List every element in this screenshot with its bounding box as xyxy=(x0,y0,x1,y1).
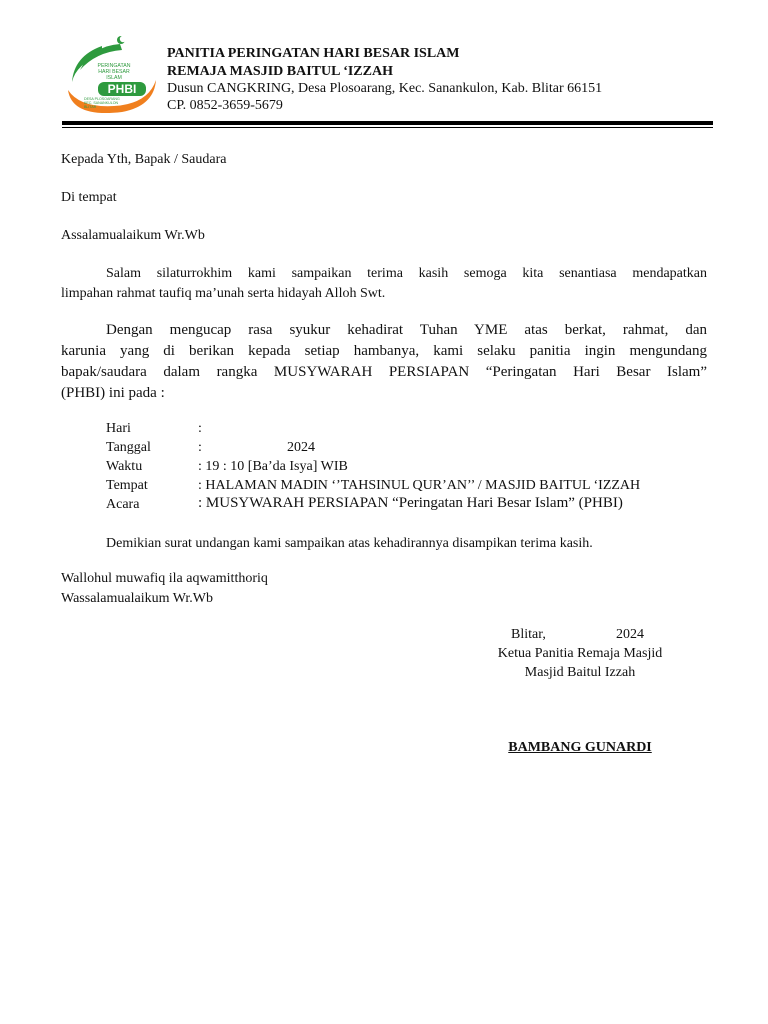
waktu-value: : 19 : 10 [Ba’da Isya] WIB xyxy=(198,459,348,474)
logo-text-main: PHBI xyxy=(107,82,137,96)
signatory-name: BAMBANG GUNARDI xyxy=(508,740,652,755)
signature-city: Blitar, xyxy=(511,627,546,642)
acara-value: : MUSYWARAH PERSIAPAN “Peringatan Hari Besar Islam” (PHBI) xyxy=(198,495,623,511)
signature-title-1: Ketua Panitia Remaja Masjid xyxy=(497,646,663,661)
paragraph-2 xyxy=(61,320,707,404)
logo-text-top: PERINGATAN xyxy=(97,63,131,69)
closing-paragraph: Demikian surat undangan kami sampaikan atas kehadirannya disampikan terima kasih. xyxy=(106,536,593,551)
tanggal-colon: : xyxy=(198,440,202,455)
svg-text:KEC. SANANKULON: KEC. SANANKULON xyxy=(84,101,119,105)
paragraph-2-line: (PHBI) ini pada : xyxy=(61,385,165,401)
org-address: Dusun CANGKRING, Desa Plosoarang, Kec. Sanankulon, Kab. Blitar 66151 xyxy=(167,81,603,96)
tanggal-year: 2024 xyxy=(287,440,315,455)
paragraph-2-line: Dengan mengucap rasa syukur kehadirat Tuhan YME atas berkat, rahmat, dan xyxy=(106,322,707,338)
signature-year: 2024 xyxy=(616,627,644,642)
paragraph-1 xyxy=(61,264,707,304)
hari-label: Hari xyxy=(106,421,131,436)
waktu-label: Waktu xyxy=(106,459,143,474)
signature-title-2: Masjid Baitul Izzah xyxy=(524,665,636,680)
svg-text:ISLAM: ISLAM xyxy=(106,75,122,81)
header-rule-thick xyxy=(62,121,713,125)
hari-value: : xyxy=(198,421,202,436)
paragraph-2-line: bapak/saudara dalam rangka MUSYWARAH PERSIAPAN “Peringatan Hari Besar Islam” xyxy=(61,364,707,380)
tempat-value: : HALAMAN MADIN ‘’TAHSINUL QUR’AN’’ / MASJID BAITUL ‘IZZAH xyxy=(198,478,641,493)
tempat-label: Tempat xyxy=(106,478,148,493)
org-name-line1: PANITIA PERINGATAN HARI BESAR ISLAM xyxy=(167,46,460,61)
header-rule-thin xyxy=(62,127,713,128)
paragraph-2-line: karunia yang di berikan kepada setiap hambanya, kami selaku panitia ingin mengundang xyxy=(61,343,707,359)
org-phone: CP. 0852-3659-5679 xyxy=(167,98,283,113)
svg-text:BLITAR: BLITAR xyxy=(84,105,97,109)
acara-label: Acara xyxy=(106,497,140,512)
org-name-line2: REMAJA MASJID BAITUL ‘IZZAH xyxy=(167,64,393,79)
recipient: Kepada Yth, Bapak / Saudara xyxy=(61,152,227,167)
phbi-logo xyxy=(62,34,160,120)
svg-text:HARI BESAR: HARI BESAR xyxy=(98,69,130,75)
place: Di tempat xyxy=(61,190,117,205)
closing-line-2: Wassalamualaikum Wr.Wb xyxy=(61,591,214,606)
svg-text:DESA PLOSOARANG: DESA PLOSOARANG xyxy=(84,97,120,101)
paragraph-1-line: Salam silaturrokhim kami sampaikan terima kasih semoga kita senantiasa mendapatkan xyxy=(106,266,707,281)
tanggal-label: Tanggal xyxy=(106,440,151,455)
greeting: Assalamualaikum Wr.Wb xyxy=(61,228,205,243)
closing-line-1: Wallohul muwafiq ila aqwamitthoriq xyxy=(61,571,268,586)
paragraph-1-line: limpahan rahmat taufiq ma’unah serta hidayah Alloh Swt. xyxy=(61,286,386,301)
